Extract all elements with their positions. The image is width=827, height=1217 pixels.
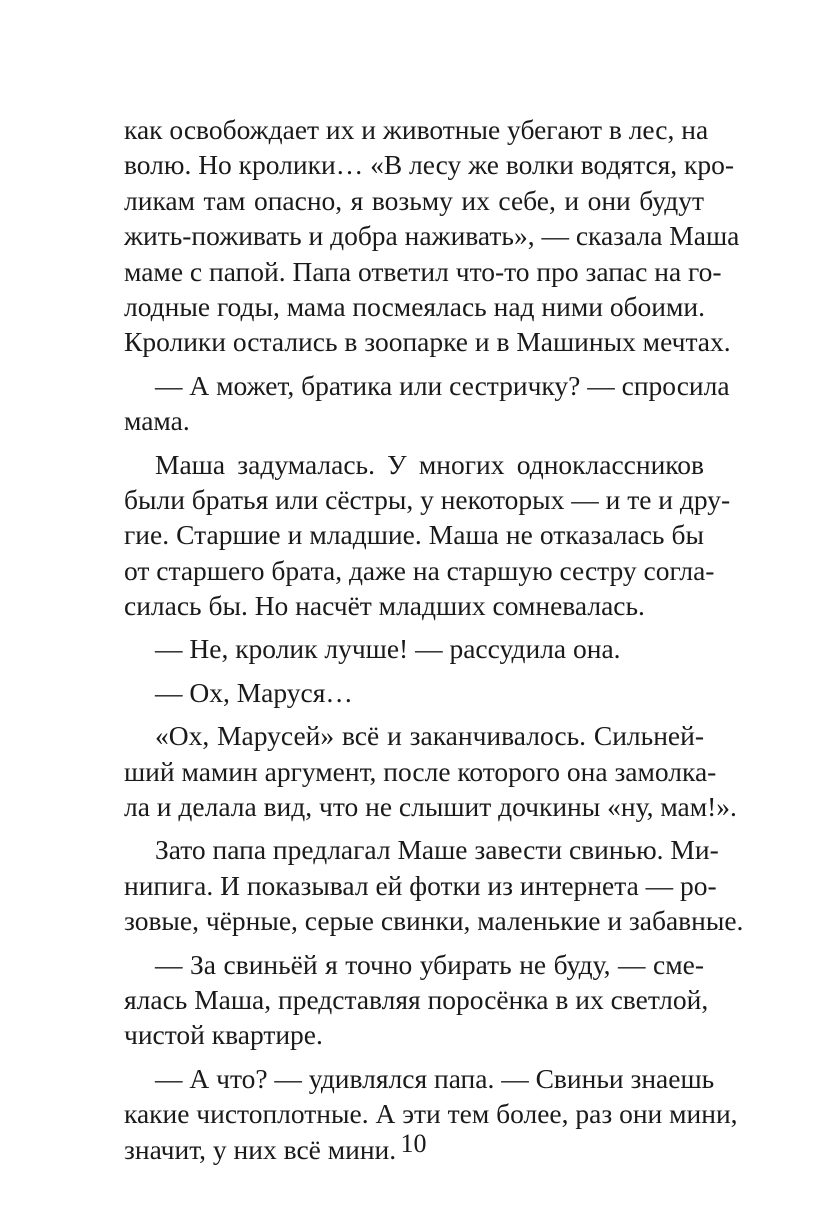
- text-line: «Ох, Марусей» всё и заканчивалось. Сильней-: [155, 720, 704, 752]
- text-line: маме с папой. Папа ответил что-то про запас на го-: [124, 255, 722, 287]
- paragraph: [124, 368, 730, 439]
- text-line: Кролики остались в зоопарке и в Машиных мечтах.: [124, 326, 731, 358]
- paragraph: [124, 718, 737, 824]
- text-line: какие чистоплотные. А эти тем более, раз они мини,: [124, 1098, 738, 1130]
- text-line: жить-поживать и добра наживать», — сказала Маша: [124, 220, 740, 252]
- text-line: — Не, кролик лучше! — рассудила она.: [155, 633, 621, 665]
- text-line: чистой квартире.: [124, 1019, 323, 1051]
- text-line: ликам там опасно, я возьму их себе, и они будут: [124, 184, 704, 216]
- text-line: мама.: [124, 405, 190, 437]
- text-line: Маша задумалась. У многих одноклассников: [155, 448, 704, 480]
- text-line: силась бы. Но насчёт младших сомневалась.: [124, 590, 645, 622]
- text-line: зовые, чёрные, серые свинки, маленькие и забавные.: [124, 905, 744, 937]
- text-line: гие. Старшие и младшие. Маша не отказалась бы: [124, 519, 704, 551]
- text-line: лодные годы, мама посмеялась над ними обоими.: [124, 290, 706, 322]
- paragraph: [124, 447, 731, 624]
- text-line: — А может, братика или сестричку? — спросила: [155, 369, 730, 401]
- text-line: значит, у них всё мини.: [124, 1133, 397, 1165]
- text-line: нипига. И показывал ей фотки из интернета — ро-: [124, 869, 717, 901]
- paragraph: [124, 947, 709, 1053]
- paragraph: [124, 112, 740, 360]
- paragraph: [124, 675, 704, 710]
- text-line: ла и делала вид, что не слышит дочкины «ну, мам!».: [124, 791, 737, 823]
- text-line: ялась Маша, представляя поросёнка в их светлой,: [124, 983, 709, 1015]
- text-line: Зато папа предлагал Маше завести свинью. Ми-: [155, 834, 719, 866]
- text-line: от старшего брата, даже на старшую сестру согла-: [124, 554, 715, 586]
- text-line: были братья или сёстры, у некоторых — и те и дру-: [124, 483, 731, 515]
- page-body: [124, 112, 744, 1167]
- text-line: — За свиньёй я точно убирать не буду, — сме-: [155, 948, 704, 980]
- text-line: — А что? — удивлялся папа. — Свиньи знаешь: [155, 1062, 715, 1094]
- text-line: ший мамин аргумент, после которого она замолка-: [124, 755, 717, 787]
- text-line: — Ох, Маруся…: [155, 676, 353, 708]
- paragraph: [124, 631, 704, 666]
- page-number: 10: [400, 1129, 427, 1158]
- text-line: как освобождает их и животные убегают в лес, на: [124, 114, 709, 145]
- text-line: волю. Но кролики… «В лесу же волки водятся, кро-: [124, 149, 735, 181]
- paragraph: [124, 832, 744, 938]
